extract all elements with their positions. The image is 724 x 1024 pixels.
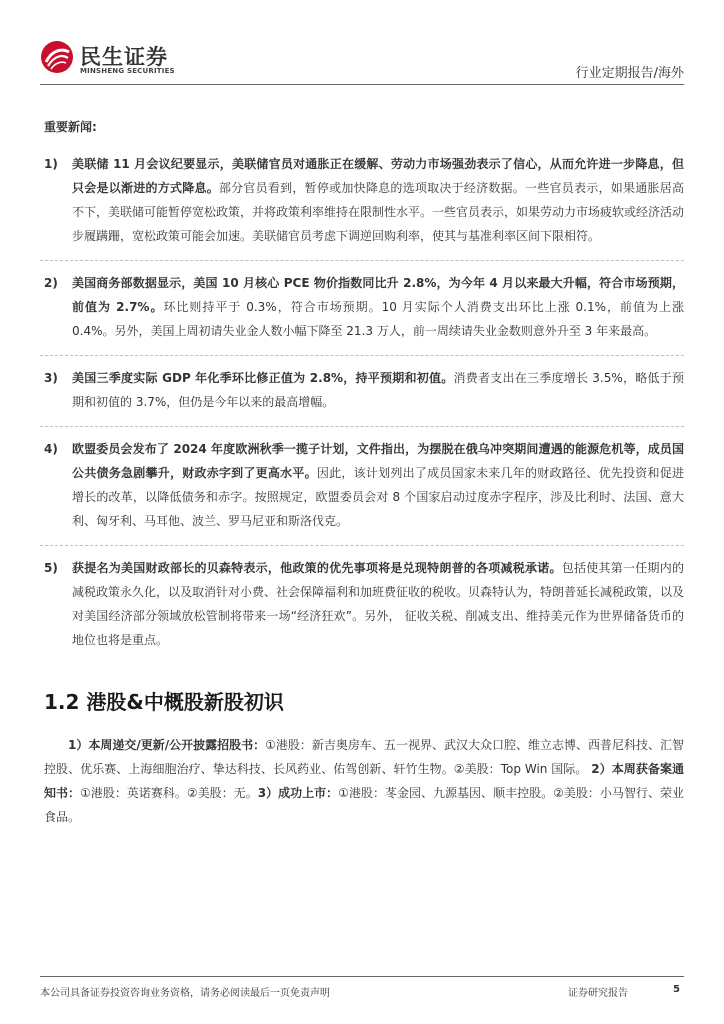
news-item-number: 2) bbox=[44, 276, 58, 290]
item-divider bbox=[40, 355, 684, 356]
news-item-detail: 消费者支出在三季度增长 3.5%，略低于预期和初值的 3.7%，但仍是今年以来的最高增幅。 bbox=[72, 371, 684, 409]
news-item-1 bbox=[40, 152, 684, 248]
news-item-detail: 环比则持平于 0.3%，符合市场预期。10 月实际个人消费支出环比上涨 0.1%，前值为上涨 0.4%。另外，美国上周初请失业金人数小幅下降至 21.3 万人，前一周续请失业金数则意外升至 3 年来最高。 bbox=[72, 300, 684, 338]
news-item-body bbox=[72, 152, 684, 248]
footer-divider bbox=[40, 976, 684, 977]
news-item-2 bbox=[40, 271, 684, 343]
ipo-approval-label: 2）本周获备案通知书： bbox=[44, 762, 684, 800]
news-item-headline: 欧盟委员会发布了 2024 年度欧洲秋季一揽子计划，文件指出，为摆脱在俄乌冲突期间遭遇的能源危机等，成员国公共债务急剧攀升，财政赤字到了更高水平。 bbox=[72, 442, 684, 480]
ipo-section-heading: 1.2 港股&中概股新股初识 bbox=[44, 690, 284, 714]
item-divider bbox=[40, 260, 684, 261]
news-item-number: 1) bbox=[44, 157, 58, 171]
item-divider bbox=[40, 545, 684, 546]
logo-chinese-name: 民生证券 bbox=[80, 45, 168, 69]
news-item-number: 3) bbox=[44, 371, 58, 385]
ipo-listed-text: ①港股：苳金园、九源基因、顺丰控股。②美股：小马智行、荣业食品。 bbox=[44, 786, 684, 824]
news-item-detail: 因此，该计划列出了成员国家未来几年的财政路径、优先投资和促进增长的改革，以降低债务和赤字。按照规定，欧盟委员会对 8 个国家启动过度赤字程序，涉及比利时、法国、意大利、匈牙利、马耳他、波兰、罗马尼亚和斯洛伐克。 bbox=[72, 466, 684, 528]
footer-report-type: 证券研究报告 bbox=[568, 988, 628, 999]
ipo-paragraph bbox=[44, 733, 684, 829]
news-item-number: 5) bbox=[44, 561, 58, 575]
ipo-listed-label: 3）成功上市： bbox=[257, 786, 339, 800]
company-logo bbox=[40, 40, 190, 80]
report-type: 行业定期报告/海外 bbox=[575, 66, 684, 81]
ipo-filing-text: ①港股：新吉奥房车、五一视界、武汉大众口腔、维立志博、西普尼科技、汇智控股、优乐赛、上海细胞治疗、挚达科技、长风药业、佑驾创新、轩竹生物。②美股：Top Win 国际。 bbox=[44, 738, 684, 776]
news-item-detail: 包括使其第一任期内的减税政策永久化，以及取消针对小费、社会保障福利和加班费征收的税收。贝森特认为，特朗普延长减税政策，以及对美国经济部分领域放松管制将带来一场“经济狂欢”。另外， 征收关税、削减支出、维持美元作为世界储备货币的地位也将是重点。 bbox=[72, 561, 685, 647]
news-item-detail: 部分官员看到，暂停或加快降息的选项取决于经济数据。一些官员表示，如果通胀居高不下，美联储可能暂停宽松政策，并将政策利率维持在限制性水平。一些官员表示，如果劳动力市场疲软或经济活动步履蹒跚，宽松政策可能会加速。美联储官员考虑下调逆回购利率，使其与基准利率区间下限相符。 bbox=[72, 181, 685, 243]
news-item-body bbox=[72, 556, 684, 652]
footer-disclaimer: 本公司具备证券投资咨询业务资格，请务必阅读最后一页免责声明 bbox=[40, 988, 330, 999]
page-number: 5 bbox=[673, 984, 680, 995]
news-section-title: 重要新闻: bbox=[44, 120, 97, 134]
ipo-filing-label: 1）本周递交/更新/公开披露招股书： bbox=[68, 738, 266, 752]
item-divider bbox=[40, 426, 684, 427]
news-item-headline: 美联储 11 月会议纪要显示，美联储官员对通胀正在缓解、劳动力市场强劲表示了信心，从而允许进一步降息，但只会是以渐进的方式降息。 bbox=[72, 157, 684, 195]
header-divider bbox=[40, 84, 684, 85]
main-content bbox=[40, 118, 684, 829]
news-item-headline: 获提名为美国财政部长的贝森特表示，他政策的优先事项将是兑现特朗普的各项减税承诺。 bbox=[72, 561, 562, 575]
news-item-body bbox=[72, 271, 684, 343]
news-item-5 bbox=[40, 556, 684, 652]
news-item-body bbox=[72, 366, 684, 414]
ipo-approval-text: ①港股：英诺赛科。②美股：无。 bbox=[80, 786, 258, 800]
news-item-4 bbox=[40, 437, 684, 533]
news-item-3 bbox=[40, 366, 684, 414]
news-item-body bbox=[72, 437, 684, 533]
news-item-headline: 美国商务部数据显示，美国 10 月核心 PCE 物价指数同比升 2.8%，为今年 4 月以来最大升幅，符合市场预期，前值为 2.7%。 bbox=[72, 276, 684, 314]
news-item-headline: 美国三季度实际 GDP 年化季环比修正值为 2.8%，持平预期和初值。 bbox=[72, 371, 454, 385]
logo-english-name: MINSHENG SECURITIES bbox=[80, 67, 175, 75]
minsheng-logo-icon bbox=[40, 40, 74, 74]
news-item-number: 4) bbox=[44, 442, 58, 456]
page-header bbox=[0, 0, 724, 92]
